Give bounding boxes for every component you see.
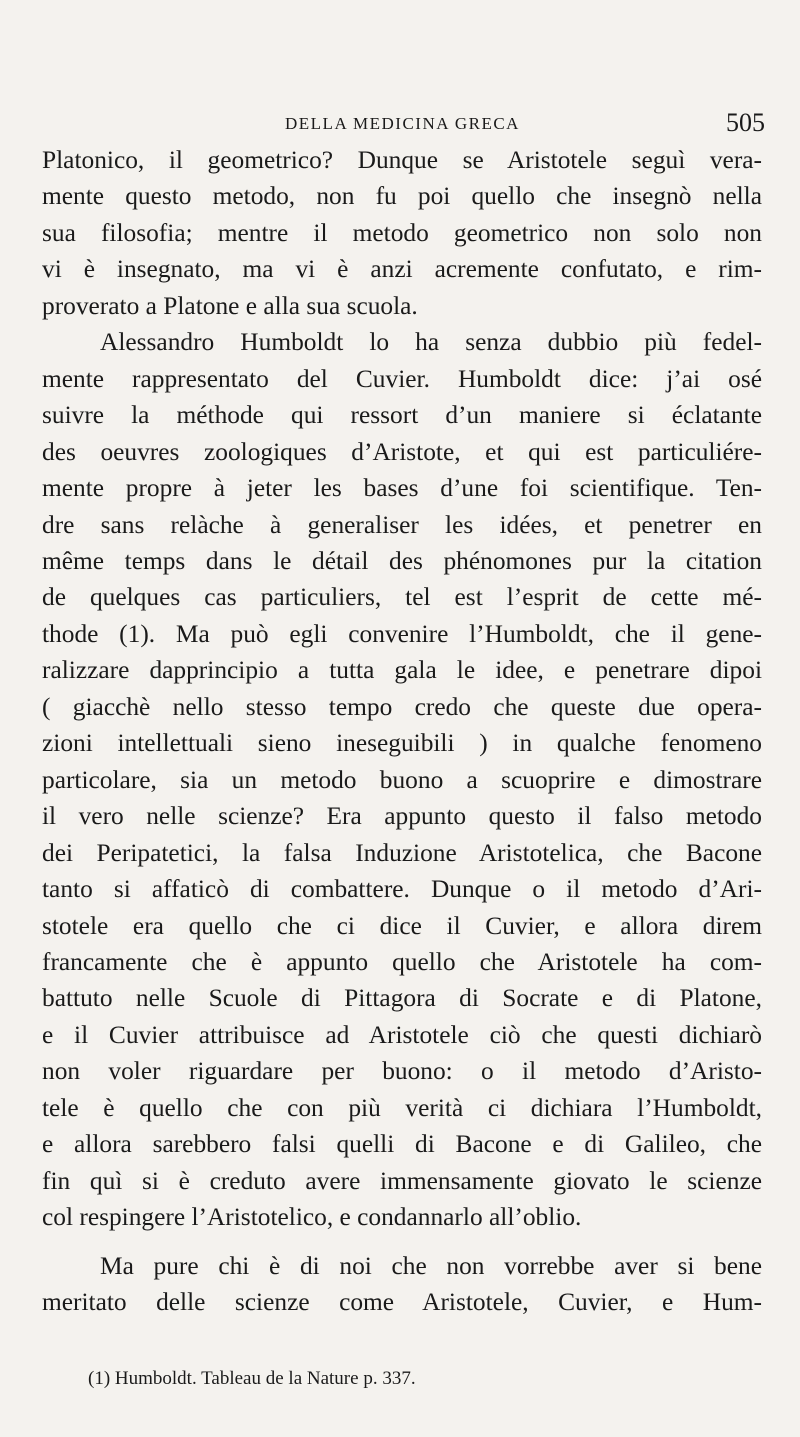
paragraph-gap bbox=[42, 1236, 762, 1248]
text-line: e il Cuvier attribuisce ad Aristotele ciò che questi dichiarò bbox=[42, 1020, 762, 1049]
text-line: mente propre à jeter les bases d’une foi scientifique. Ten- bbox=[42, 474, 762, 503]
text-line: dei Peripatetici, la falsa Induzione Aristotelica, che Bacone bbox=[42, 838, 762, 867]
text-line: proverato a Platone e alla sua scuola. bbox=[42, 291, 418, 320]
running-head bbox=[40, 108, 765, 138]
page-number: 505 bbox=[726, 108, 765, 137]
text-line: sua filosofia; mentre il metodo geometrico non solo non bbox=[42, 218, 762, 247]
text-line: col respingere l’Aristotelico, e condannarlo all’oblio. bbox=[42, 1203, 582, 1232]
text-line: il vero nelle scienze? Era appunto questo il falso metodo bbox=[42, 802, 762, 831]
text-line: de quelques cas particuliers, tel est l’esprit de cette mé- bbox=[42, 583, 762, 612]
text-line: stotele era quello che ci dice il Cuvier, e allora direm bbox=[42, 911, 762, 940]
text-line: des oeuvres zoologiques d’Aristote, et qui est particuliére- bbox=[42, 437, 762, 466]
text-line: dre sans relàche à generaliser les idées, et penetrer en bbox=[42, 510, 762, 539]
text-line: particolare, sia un metodo buono a scuoprire e dimostrare bbox=[42, 765, 762, 794]
text-line: Platonico, il geometrico? Dunque se Aristotele seguì vera- bbox=[42, 146, 762, 174]
text-line: francamente che è appunto quello che Aristotele ha com- bbox=[42, 947, 762, 976]
text-line: battuto nelle Scuole di Pittagora di Socrate e di Platone, bbox=[42, 984, 762, 1013]
text-line: mente rappresentato del Cuvier. Humboldt dice: j’ai osé bbox=[42, 364, 762, 393]
text-line: meritato delle scienze come Aristotele, Cuvier, e Hum- bbox=[42, 1288, 762, 1317]
text-line: suivre la méthode qui ressort d’un maniere si éclatante bbox=[42, 401, 762, 430]
text-line: vi è insegnato, ma vi è anzi acremente confutato, e rim- bbox=[42, 255, 762, 284]
text-line: tanto si affaticò di combattere. Dunque o il metodo d’Ari- bbox=[42, 875, 762, 904]
running-title: DELLA MEDICINA GRECA bbox=[285, 114, 520, 133]
text-line: même temps dans le détail des phénomones pur la citation bbox=[42, 546, 762, 575]
paragraph bbox=[42, 142, 762, 324]
text-line: ralizzare dapprincipio a tutta gala le idee, e penetrare dipoi bbox=[42, 656, 762, 685]
paragraph bbox=[42, 1248, 762, 1321]
text-line: non voler riguardare per buono: o il metodo d’Aristo- bbox=[42, 1057, 762, 1086]
text-line: e allora sarebbero falsi quelli di Bacone e di Galileo, che bbox=[42, 1130, 762, 1159]
text-line: Alessandro Humboldt lo ha senza dubbio più fedel- bbox=[100, 328, 762, 357]
body-text bbox=[42, 142, 762, 1321]
text-line: Ma pure chi è di noi che non vorrebbe aver si bene bbox=[100, 1251, 762, 1280]
text-line: zioni intellettuali sieno ineseguibili ) in qualche fenomeno bbox=[42, 729, 762, 758]
text-line: tele è quello che con più verità ci dichiara l’Humboldt, bbox=[42, 1093, 762, 1122]
text-line: fin quì si è creduto avere immensamente giovato le scienze bbox=[42, 1166, 762, 1195]
text-line: ( giacchè nello stesso tempo credo che queste due opera- bbox=[42, 692, 762, 721]
footnote: (1) Humboldt. Tableau de la Nature p. 337. bbox=[88, 1368, 416, 1389]
paragraph bbox=[42, 324, 762, 1235]
text-line: thode (1). Ma può egli convenire l’Humboldt, che il gene- bbox=[42, 619, 762, 648]
text-line: mente questo metodo, non fu poi quello che insegnò nella bbox=[42, 182, 762, 211]
